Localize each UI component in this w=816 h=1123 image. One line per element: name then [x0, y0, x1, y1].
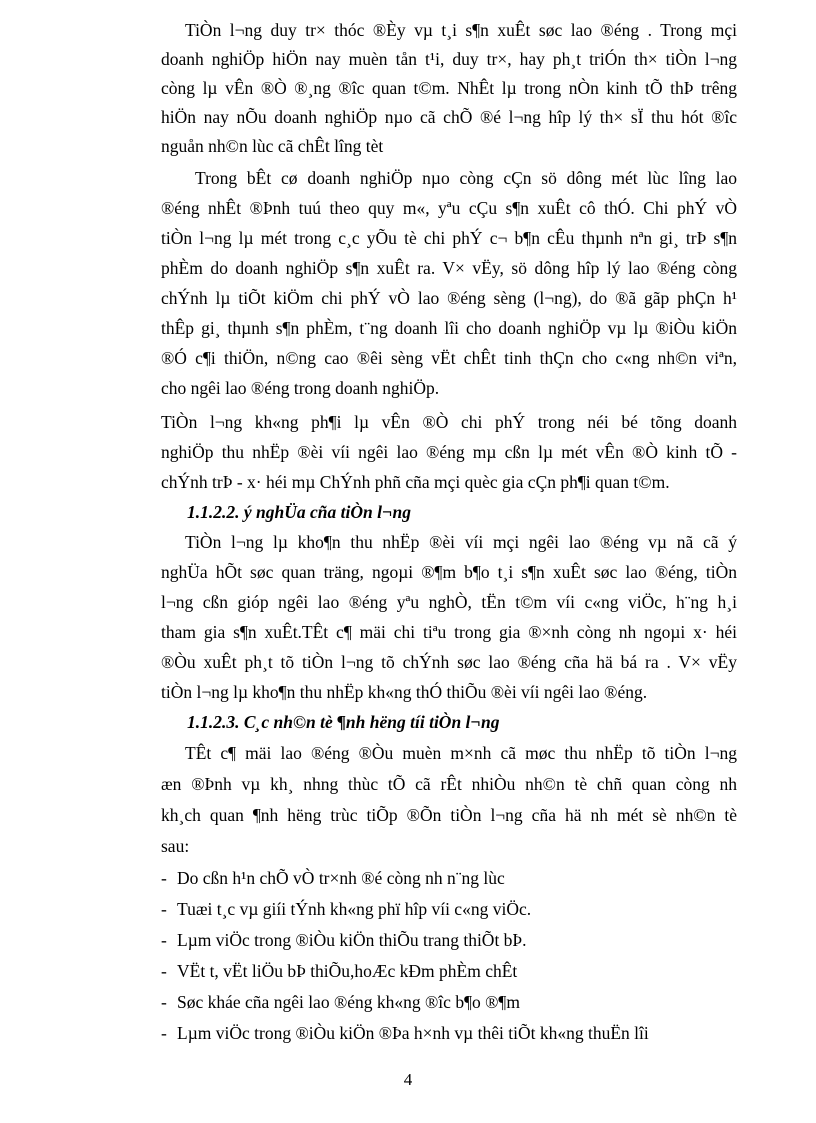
text-line: chÝnh trÞ - x· héi mµ ChÝnh phñ cña mçi quèc gia cÇn ph¶i quan t©m. [161, 472, 670, 492]
text-line: tiÒn l¬ng lµ mét trong c¸c yÕu tè chi phÝ c¬ b¶n cÊu thµnh nªn gi¸ trÞ s¶n [161, 228, 737, 248]
text-line: sau: [161, 836, 190, 856]
text-line: kh¸ch quan ¶nh hëng trùc tiÕp ®Õn tiÒn l¬ng cña hä nh mét sè nh©n tè [161, 805, 737, 825]
text-line: Trong bÊt cø doanh nghiÖp nµo còng cÇn sö dông mét lùc lîng lao [195, 168, 737, 188]
text-line: TiÒn l¬ng lµ kho¶n thu nhËp ®èi víi mçi ngêi lao ®éng vµ nã cã ý [185, 532, 737, 552]
list-item [161, 1023, 649, 1043]
text-line: nghiÖp thu nhËp ®èi víi ngêi lao ®éng mµ cßn lµ mét vÊn ®Ò kinh tÕ - [161, 442, 737, 462]
text-line: cho ngêi lao ®éng trong doanh nghiÖp. [161, 378, 440, 398]
list-dash: - [161, 992, 167, 1012]
text-line: ®Ó c¶i thiÖn, n©ng cao ®êi sèng vËt chÊt tinh thÇn cho c«ng nh©n viªn, [161, 348, 737, 368]
text-line: nghÜa hÕt søc quan träng, ngoµi ®¶m b¶o t¸i s¶n xuÊt søc lao ®éng, tiÒn [161, 562, 737, 582]
list-item-text: Lµm viÖc trong ®iÒu kiÖn ®Þa h×nh vµ thêi tiÕt kh«ng thuËn lîi [177, 1023, 649, 1043]
text-line: TÊt c¶ mäi lao ®éng ®Òu muèn m×nh cã møc thu nhËp tõ tiÒn l¬ng [185, 743, 737, 763]
text-line: còng lµ vÊn ®Ò ®¸ng ®îc quan t©m. NhÊt lµ trong nÒn kinh tÕ thÞ trêng [161, 78, 737, 98]
list-dash: - [161, 930, 167, 950]
text-line: tiÒn l¬ng lµ kho¶n thu nhËp kh«ng thÓ thiÕu ®èi víi ngêi lao ®éng. [161, 682, 648, 702]
section-heading: 1.1.2.2. ý nghÜa cña tiÒn l¬ng [187, 502, 412, 522]
list-dash: - [161, 1023, 167, 1043]
list-item-text: Søc kháe cña ngêi lao ®éng kh«ng ®îc b¶o ®¶m [177, 992, 520, 1012]
text-line: æn ®Þnh vµ kh¸ nhng thùc tÕ cã rÊt nhiÒu nh©n tè chñ quan còng nh [161, 774, 737, 794]
section-heading: 1.1.2.3. C¸c nh©n tè ¶nh hëng tíi tiÒn l¬ng [187, 712, 500, 732]
list-item-text: VËt t, vËt liÖu bÞ thiÕu,hoÆc kÐm phÈm chÊt [177, 961, 518, 981]
text-line: nguån nh©n lùc cã chÊt lîng tèt [161, 136, 384, 156]
list-item [161, 868, 505, 888]
list-dash: - [161, 868, 167, 888]
text-line: chÝnh lµ tiÕt kiÖm chi phÝ vÒ lao ®éng sèng (l¬ng), do ®ã gãp phÇn h¹ [161, 288, 737, 308]
list-dash: - [161, 961, 167, 981]
list-item [161, 961, 517, 981]
text-line: ®éng nhÊt ®Þnh tuú theo quy m«, yªu cÇu s¶n xuÊt cô thÓ. Chi phÝ vÒ [161, 198, 737, 218]
text-line: doanh nghiÖp hiÖn nay muèn tån t¹i, duy tr×, hay ph¸t triÓn th× tiÒn l¬ng [161, 49, 737, 69]
text-line: hiÖn nay nÕu doanh nghiÖp nµo cã chÕ ®é l¬ng hîp lý th× sÏ thu hót ®îc [161, 107, 737, 127]
list-item-text: Lµm viÖc trong ®iÒu kiÖn thiÕu trang thiÕt bÞ. [177, 930, 527, 950]
text-line: TiÒn l¬ng kh«ng ph¶i lµ vÊn ®Ò chi phÝ trong néi bé tõng doanh [161, 412, 737, 432]
list-item [161, 992, 520, 1012]
list-item-text: Tuæi t¸c vµ giíi tÝnh kh«ng phï hîp víi c«ng viÖc. [177, 899, 532, 919]
text-line: ®Òu xuÊt ph¸t tõ tiÒn l¬ng tõ chÝnh søc lao ®éng cña hä bá ra . V× vËy [161, 652, 737, 672]
list-item [161, 899, 531, 919]
text-line: tham gia s¶n xuÊt.TÊt c¶ mäi chi tiªu trong gia ®×nh còng nh ngoµi x· héi [161, 622, 737, 642]
text-line: l¬ng cßn gióp ngêi lao ®éng yªu nghÒ, tËn t©m víi c«ng viÖc, h¨ng h¸i [161, 592, 737, 612]
list-item [161, 930, 527, 950]
page-number: 4 [403, 1070, 413, 1089]
list-dash: - [161, 899, 167, 919]
text-line: phÈm do doanh nghiÖp s¶n xuÊt ra. V× vËy, sö dông hîp lý lao ®éng còng [161, 258, 737, 278]
text-line: thÊp gi¸ thµnh s¶n phÈm, t¨ng doanh lîi cho doanh nghiÖp vµ lµ ®iÒu kiÖn [161, 318, 737, 338]
text-line: TiÒn l¬ng duy tr× thóc ®Èy vµ t¸i s¶n xuÊt søc lao ®éng . Trong mçi [185, 20, 737, 40]
list-item-text: Do cßn h¹n chÕ vÒ tr×nh ®é còng nh n¨ng lùc [177, 868, 505, 888]
